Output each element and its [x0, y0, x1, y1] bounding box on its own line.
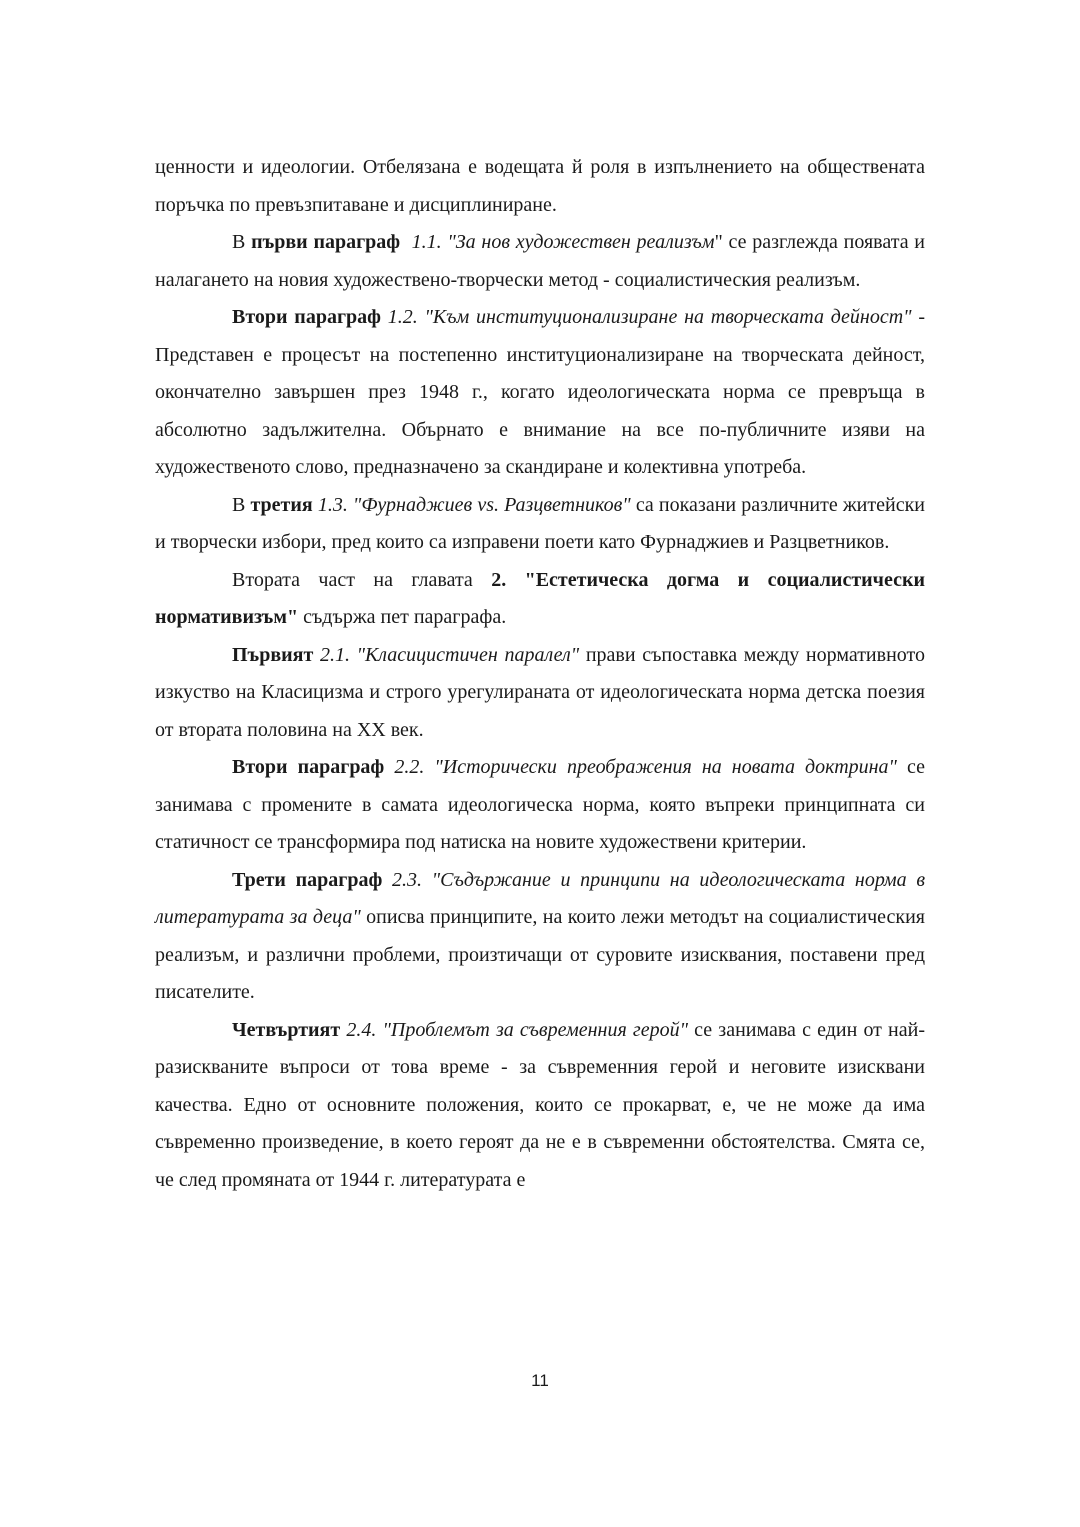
paragraph-section-2-3 [155, 862, 925, 1012]
paragraph-text: ценности и идеологии. Отбелязана е водещата й роля в изпълнението на обществената поръчка по превъзпитаване и дисциплиниране. [155, 156, 925, 216]
section-label: Първият [232, 643, 314, 666]
paragraph-rest: са показани различните житейски и творчески избори, пред които са изправени поети като Фурнаджиев и Разцветников. [155, 493, 925, 553]
paragraph-second-section [155, 299, 925, 487]
spacer [382, 869, 392, 891]
section-title: 2.4. "Проблемът за съвременния герой" [346, 1018, 688, 1041]
section-title: 2.1. "Класицистичен паралел" [319, 643, 580, 666]
paragraph-rest: - Представен е процесът на постепенно институционализиране на творческата дейност, окончателно завършен през 1948 г., когато идеологическата норма се превръща в абсолютно задължителна. Обърнато е внимание на все по-публичните изяви на художественото слово, предназначено за скандиране и колективна употреба. [155, 306, 925, 478]
paragraph-rest: прави съпоставка между нормативното изкуство на Класицизма и строго урегулираната от идеологическата норма детска поезия от втората половина на ХХ век. [155, 643, 925, 741]
paragraph-lead: Втората част на главата [232, 568, 492, 591]
section-title: 1.2. "Към институционализиране на творческата дейност" [387, 306, 912, 328]
paragraph-rest: съдържа пет параграфа. [298, 606, 507, 628]
paragraph-third-section [155, 487, 925, 562]
page-number: 11 [531, 1371, 549, 1390]
page-body [155, 149, 925, 1199]
paragraph-rest: се занимава с промените в самата идеологическа норма, която въпреки принципната си статичност се трансформира под натиска на новите художествени критерии. [155, 756, 926, 853]
paragraph-section-2-4 [155, 1012, 925, 1200]
section-label: първи параграф [251, 231, 401, 253]
section-label: Втори параграф [232, 756, 385, 778]
paragraph-section-2-2 [155, 749, 925, 862]
section-label: Четвъртият [232, 1018, 341, 1041]
paragraph-rest: се занимава с един от най-разискваните въпроси от това време - за съвременния герой и неговите изисквани качества. Едно от основните положения, които се прокарват, е, че не може да има съвременно произведение, в което героят да не е в съвременни обстоятелства. Смята се, че след промяната от 1944 г. литературата е [155, 1018, 926, 1191]
section-title: 2.2. "Исторически преображения на новата доктрина" [394, 756, 897, 778]
section-title: 2.3. "Съдържание и принципи на идеологическата норма в литературата за деца" [155, 868, 926, 928]
section-label: Втори параграф [232, 306, 381, 328]
spacer [313, 644, 320, 666]
spacer [400, 231, 411, 253]
section-title: 1.3. "Фурнаджиев vs. Разцветников" [317, 493, 631, 516]
paragraph-rest: " се разглежда появата и налагането на новия художествено-творчески метод - социалистическия реализъм. [155, 231, 926, 291]
paragraph-first-section [155, 224, 925, 299]
spacer [384, 756, 394, 778]
section-label: третия [250, 493, 313, 516]
chapter-part-title: 2. "Естетическа догма и социалистически нормативизъм" [155, 568, 925, 628]
paragraph-second-part [155, 562, 925, 637]
paragraph-section-2-1 [155, 637, 925, 750]
paragraph-rest: описва принципите, на които лежи методът на социалистическия реализъм, и различни проблеми, произтичащи от суровите изисквания, поставени пред писателите. [155, 906, 925, 1003]
paragraph-values-ideologies [155, 149, 925, 224]
paragraph-lead: В [232, 231, 252, 253]
section-label: Трети параграф [232, 868, 383, 891]
spacer [381, 306, 388, 328]
paragraph-lead: В [232, 493, 251, 516]
section-title: 1.1. "За нов художествен реализъм [411, 231, 715, 253]
